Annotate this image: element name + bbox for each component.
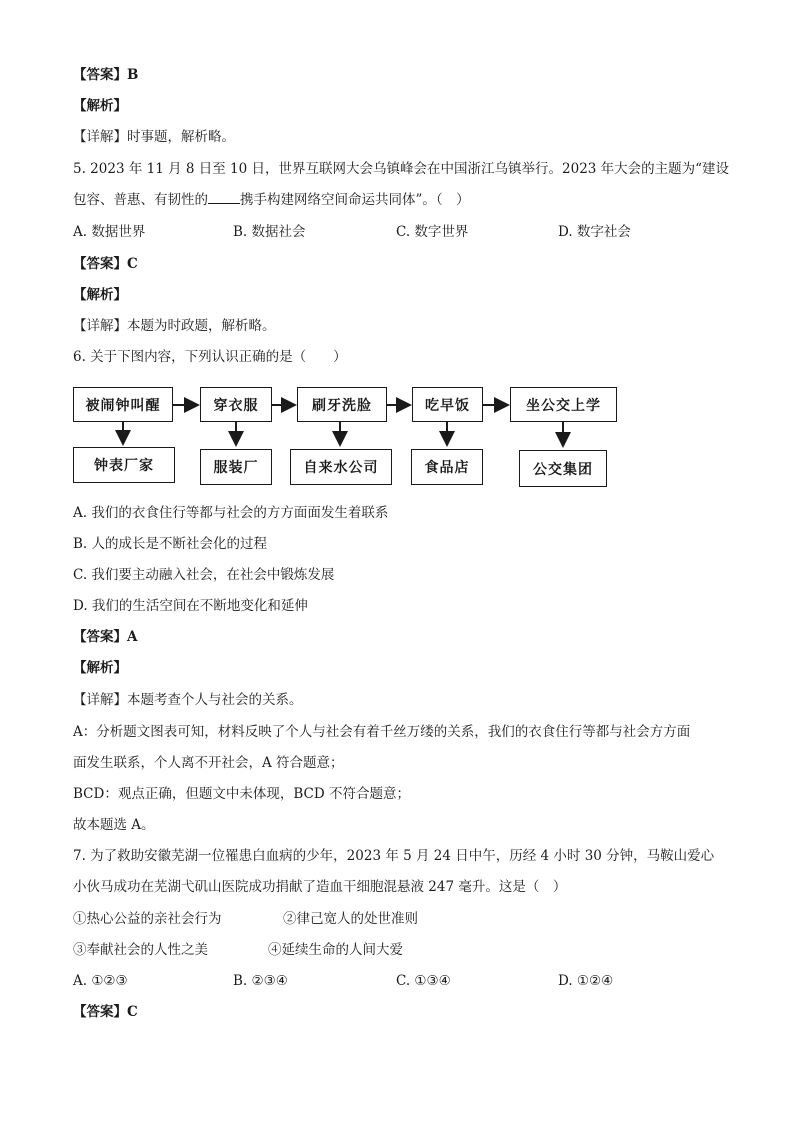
q6-detail: 【详解】本题考查个人与社会的关系。: [73, 692, 303, 708]
flow-top-3: 刷牙洗脸: [297, 387, 387, 422]
q4-analysis-heading: 【解析】: [73, 98, 127, 114]
flow-bottom-1: 钟表厂家: [73, 447, 175, 483]
flow-bottom-5: 公交集团: [519, 450, 607, 487]
q4-answer: 【答案】B: [73, 67, 139, 83]
flow-top-1: 被闹钟叫醒: [73, 387, 173, 422]
flow-top-4: 吃早饭: [412, 387, 483, 422]
q7-option-b: B. ②③④: [233, 973, 288, 989]
flow-bottom-4: 食品店: [411, 449, 483, 485]
q5-option-b: B. 数据社会: [233, 224, 306, 240]
q7-option-d: D. ①②④: [558, 973, 614, 989]
q5-option-a: A. 数据世界: [73, 224, 146, 240]
q7-item-3: ③奉献社会的人性之美: [73, 942, 208, 958]
q5-answer: 【答案】C: [73, 256, 138, 272]
q5-analysis-heading: 【解析】: [73, 287, 127, 303]
q5-stem-line2-a: 包容、普惠、有韧性的: [73, 192, 208, 208]
q6-analysis-heading: 【解析】: [73, 660, 127, 676]
q7-option-c: C. ①③④: [396, 973, 451, 989]
q7-item-4: ④延续生命的人间大爱: [268, 942, 403, 958]
q7-stem-line2: 小伙马成功在芜湖弋矶山医院成功捐献了造血干细胞混悬液 247 毫升。这是（ ）: [73, 879, 567, 895]
q6-stem: 6. 关于下图内容，下列认识正确的是（ ）: [73, 349, 347, 365]
q6-option-a: A. 我们的衣食住行等都与社会的方方面面发生着联系: [73, 505, 389, 521]
q6-option-c: C. 我们要主动融入社会，在社会中锻炼发展: [73, 567, 335, 583]
q6-option-d: D. 我们的生活空间在不断地变化和延伸: [73, 598, 308, 614]
q7-option-a: A. ①②③: [73, 973, 128, 989]
q6-explain-a-line1: A：分析题文图表可知，材料反映了个人与社会有着千丝万缕的关系，我们的衣食住行等都与社会方方面: [73, 724, 691, 740]
flow-bottom-2: 服装厂: [200, 449, 272, 485]
q6-conclusion: 故本题选 A。: [73, 817, 155, 833]
flow-top-5: 坐公交上学: [510, 387, 617, 422]
q7-stem-line1: 7. 为了救助安徽芜湖一位罹患白血病的少年，2023 年 5 月 24 日中午，历经 4 小时 30 分钟，马鞍山爱心: [73, 848, 715, 864]
q7-item-2: ②律己宽人的处世准则: [283, 911, 418, 927]
q7-answer: 【答案】C: [73, 1004, 138, 1020]
q6-answer: 【答案】A: [73, 629, 138, 645]
q7-item-1: ①热心公益的亲社会行为: [73, 911, 222, 927]
q5-stem-line1: 5. 2023 年 11 月 8 日至 10 日，世界互联网大会乌镇峰会在中国浙江乌镇举行。2023 年大会的主题为“建设: [73, 161, 730, 177]
q5-option-d: D. 数字社会: [558, 224, 631, 240]
q4-detail: 【详解】时事题，解析略。: [73, 129, 235, 145]
q6-explain-a-line2: 面发生联系，个人离不开社会，A 符合题意；: [73, 755, 344, 771]
q5-option-c: C. 数字世界: [396, 224, 469, 240]
q6-explain-bcd: BCD：观点正确，但题文中未体现，BCD 不符合题意；: [73, 786, 410, 802]
q5-detail: 【详解】本题为时政题，解析略。: [73, 318, 276, 334]
q6-option-b: B. 人的成长是不断社会化的过程: [73, 536, 268, 552]
flow-bottom-3: 自来水公司: [290, 449, 392, 485]
flow-top-2: 穿衣服: [200, 387, 272, 422]
q5-stem-line2-b: 携手构建网络空间命运共同体”。（ ）: [240, 192, 470, 208]
